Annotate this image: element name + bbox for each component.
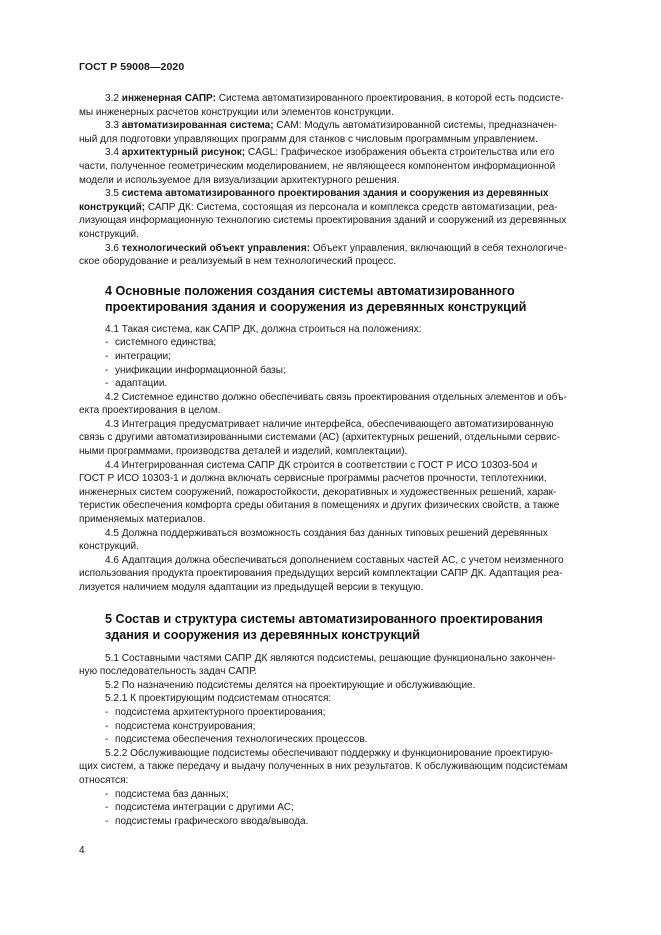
list-item: - подсистема конструирования;: [105, 720, 256, 732]
term-3-3: 3.3 автоматизированная система; CAM: Модуль автоматизированной системы, предназначен-: [105, 120, 558, 132]
list-item: - подсистема интеграции с другими АС;: [105, 802, 294, 814]
para-4-4-cont: применяемых материалов.: [79, 514, 206, 526]
term-3-6-cont: ское оборудование и реализуемый в нем технологический процесс.: [79, 256, 397, 268]
para-5-1: 5.1 Составными частями САПР ДК являются подсистемы, решающие функционально закончен-: [105, 652, 556, 664]
para-4-3: 4.3 Интеграция предусматривает наличие интерфейса, обеспечивающего автоматизированную: [105, 418, 554, 430]
list-item: - подсистемы графического ввода/вывода.: [105, 815, 309, 827]
para-5-2-2-cont: щих систем, а также передачу и выдачу полученных в них результатов. К обслуживающим подсистемам: [79, 761, 568, 773]
para-4-3-cont: ными программами, производства деталей и изделий, комплектации).: [79, 446, 408, 458]
para-5-1-cont: ную последовательность задач САПР.: [79, 666, 257, 678]
term-3-5: 3.5 система автоматизированного проектирования здания и сооружения из деревянных: [105, 188, 549, 200]
para-4-5-cont: конструкций.: [79, 541, 139, 553]
para-4-4-cont: теристик обеспечения комфорта среды обитания в помещениях и других физических свойств, а также: [79, 500, 560, 512]
term-3-3-cont: ный для подготовки управляющих программ для станков с числовым программным управлением.: [79, 133, 538, 145]
para-4-6-cont: использования продукта проектирования предыдущих версий комплектации САПР ДК. Адаптация реа-: [79, 568, 563, 580]
document-body: [79, 92, 615, 828]
term-3-4: 3.4 архитектурный рисунок; CAGL: Графическое изображения объекта строительства или его: [105, 147, 555, 159]
para-4-6: 4.6 Адаптация должна обеспечиваться дополнением составных частей АС, с учетом неизменного: [105, 554, 564, 566]
list-item: - системного единства;: [105, 337, 217, 349]
para-4-4: 4.4 Интегрированная система САПР ДК строится в соответствии с ГОСТ Р ИСО 10303-504 и: [105, 459, 538, 471]
list-item: - подсистема обеспечения технологических процессов.: [105, 734, 368, 746]
para-4-3-cont: связь с другими автоматизированными системами (АС) (архитектурных решений, отдельными сервис-: [79, 432, 560, 444]
term-3-2-cont: мы инженерных расчетов конструкции или элементов конструкции.: [79, 106, 394, 118]
list-item: - адаптации.: [105, 378, 168, 390]
para-5-2-1: 5.2.1 К проектирующим подсистемам относятся:: [105, 693, 332, 705]
para-4-4-cont: ГОСТ Р ИСО 10303-1 и должна включать сервисные программы расчетов прочности, теплотехники,: [79, 473, 547, 485]
para-4-6-cont: лизуется наличием модуля адаптации из предыдущей версии в текущую.: [79, 582, 424, 593]
para-5-2-2: 5.2.2 Обслуживающие подсистемы обеспечивают поддержку и функционирование проектирую-: [105, 747, 553, 759]
document-header: ГОСТ Р 59008—2020: [79, 61, 185, 73]
term-3-6: 3.6 технологический объект управления: Объект управления, включающий в себя технологиче-: [105, 242, 568, 254]
section-5-title: 5 Состав и структура системы автоматизированного проектирования здания и сооружения из деревянных конструкций: [105, 611, 543, 642]
para-4-5: 4.5 Должна поддерживаться возможность создания баз данных типовых решений деревянных: [105, 527, 548, 539]
para-4-2: 4.2 Системное единство должно обеспечивать связь проектирования отдельных элементов и объ-: [105, 391, 567, 403]
para-4-1: 4.1 Такая система, как САПР ДК, должна строиться на положениях:: [105, 323, 422, 335]
list-item: - подсистема баз данных;: [105, 788, 229, 800]
list-item: - унификации информационной базы;: [105, 364, 286, 376]
para-5-2-2-cont: относятся:: [79, 774, 129, 786]
para-5-2: 5.2 По назначению подсистемы делятся на проектирующие и обслуживающие.: [105, 679, 476, 691]
term-3-5-cont: конструкций.: [79, 228, 139, 240]
list-item: - интеграции;: [105, 350, 171, 362]
list-item: - подсистема архитектурного проектирования;: [105, 706, 326, 718]
section-4-title: 4 Основные положения создания системы автоматизированного проектирования здания и сооружения из деревянных конструкций: [105, 283, 527, 314]
para-4-4-cont: инженерных систем сооружений, пожаростойкости, декоративных и художественных решений, харак-: [79, 486, 557, 498]
term-3-5-cont: конструкций; САПР ДК: Система, состоящая из персонала и комплекса средств автоматизации, реа-: [79, 201, 558, 213]
term-3-5-cont: лизующая информационную технологию системы проектирования зданий и сооружений из деревянных: [79, 215, 567, 227]
term-3-4-cont: модели и используемое для визуализации архитектурного решения.: [79, 174, 400, 186]
para-4-2-cont: екта проектирования в целом.: [79, 405, 221, 417]
term-3-2: 3.2 инженерная САПР: Система автоматизированного проектирования, в которой есть подсисте-: [105, 93, 564, 104]
page-number: 4: [79, 845, 85, 856]
term-3-4-cont: части, полученное геометрическим моделированием, не являющееся компонентом информационной: [79, 160, 556, 172]
